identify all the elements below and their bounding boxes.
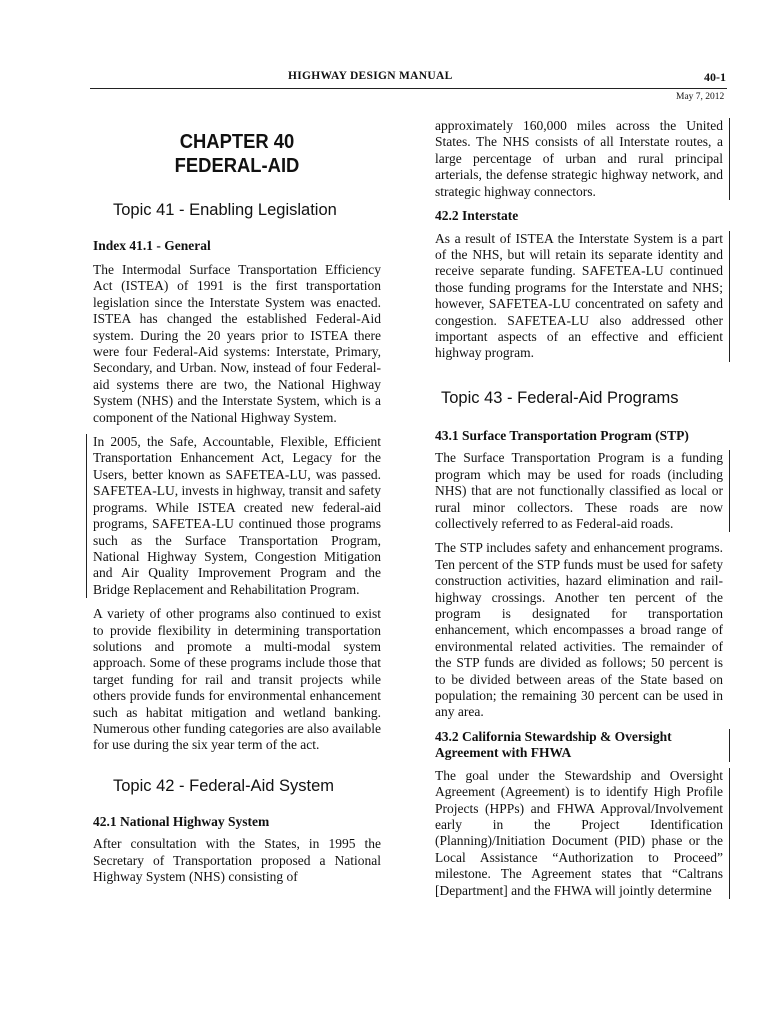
- paragraph-safetea-lu: In 2005, the Safe, Accountable, Flexible, Efficient Transportation Enhancement Act, Legacy for the Users, better known as SAFETEA-LU, was passed. SAFETEA-LU, invests in highway, transit and safety programs. While ISTEA created new federal-aid programs, SAFETEA-LU continued those programs such as the Surface Transportation Program, National Highway System, Congestion Mitigation and Air Quality Improvement Program and the Bridge Replacement and Rehabilitation Program.: [93, 434, 381, 597]
- section-43-1-heading: 43.1 Surface Transportation Program (STP): [435, 427, 689, 443]
- left-column: [93, 118, 381, 894]
- paragraph-nhs: After consultation with the States, in 1995 the Secretary of Transportation proposed a National Highway System (NHS) consisting of: [93, 836, 381, 885]
- section-43-2-heading: 43.2 California Stewardship & Oversight Agreement with FHWA: [435, 729, 723, 762]
- topic-42-heading: Topic 42 - Federal-Aid System: [113, 776, 335, 795]
- topic-41-heading: Topic 41 - Enabling Legislation: [113, 201, 337, 219]
- topic-43-heading: Topic 43 - Federal-Aid Programs: [441, 388, 679, 407]
- manual-title: HIGHWAY DESIGN MANUAL: [288, 70, 453, 82]
- paragraph-stp: The Surface Transportation Program is a funding program which may be used for roads (including NHS) that are not functionally classified as local or rural minor collectors. These roads are now collectively referred to as Federal-aid roads.: [435, 450, 723, 531]
- page-number: 40-1: [704, 70, 726, 84]
- section-42-2-heading: 42.2 Interstate: [435, 208, 519, 224]
- chapter-number: CHAPTER 40: [179, 131, 295, 153]
- paragraph-interstate: As a result of ISTEA the Interstate System is a part of the NHS, but will retain its separate identity and receive separate funding. SAFETEA-LU continued those funding programs for the Interstate and NHS; however, SAFETEA-LU concentrated on safety and congestion. SAFETEA-LU also addressed other important aspects of an effective and efficient highway program.: [435, 230, 723, 361]
- index-41-1-heading: Index 41.1 - General: [93, 238, 211, 253]
- paragraph-other-programs: A variety of other programs also continued to exist to provide flexibility in determining transportation solutions and promote a multi-modal system approach. Some of these programs include those that target funding for rail and transit projects while others provide funds for environmental enhancement such as habitat mitigation and wetland banking. Numerous other funding categories are also available for use during the six year term of the act.: [93, 606, 381, 753]
- paragraph-stp-details: The STP includes safety and enhancement programs. Ten percent of the STP funds must be used for safety construction activities, hazard elimination and rail-highway crossings. Another ten percent of the program is designated for transportation enhancement, which encompasses a broad range of environmental related activities. The remainder of the STP funds are divided as follows; 50 percent is to be divided between areas of the State based on population; the remaining 30 percent can be used in any area.: [435, 540, 723, 720]
- chapter-title: FEDERAL-AID: [174, 155, 300, 177]
- paragraph-nhs-continued: approximately 160,000 miles across the United States. The NHS consists of all Interstate routes, a large percentage of urban and rural principal arterials, the defense strategic highway network, and strategic highway connectors.: [435, 118, 723, 199]
- chapter-heading: [105, 130, 370, 178]
- paragraph-istea: The Intermodal Surface Transportation Efficiency Act (ISTEA) of 1991 is the first transportation legislation since the Interstate System was enacted. ISTEA has changed the established Federal-Aid system. During the 20 years prior to ISTEA there were four Federal-Aid systems: Interstate, Primary, Secondary, and Urban. Now, instead of four Federal-aid systems there are two, the National Highway System (NHS) and the Interstate System, which is a component of the National Highway System.: [93, 262, 381, 425]
- revision-date: May 7, 2012: [676, 92, 725, 102]
- header-rule: [90, 88, 727, 89]
- right-column: [435, 118, 723, 907]
- section-42-1-heading: 42.1 National Highway System: [93, 813, 270, 829]
- paragraph-stewardship: The goal under the Stewardship and Oversight Agreement (Agreement) is to identify High Profile Projects (HPPs) and FHWA Approval/Involvement early in the Project Identification (Planning)/Initiation Document (PID) phase or the Local Assistance “Authorization to Proceed” milestone. The Agreement states that “Caltrans [Department] and the FHWA will jointly determine: [435, 767, 723, 898]
